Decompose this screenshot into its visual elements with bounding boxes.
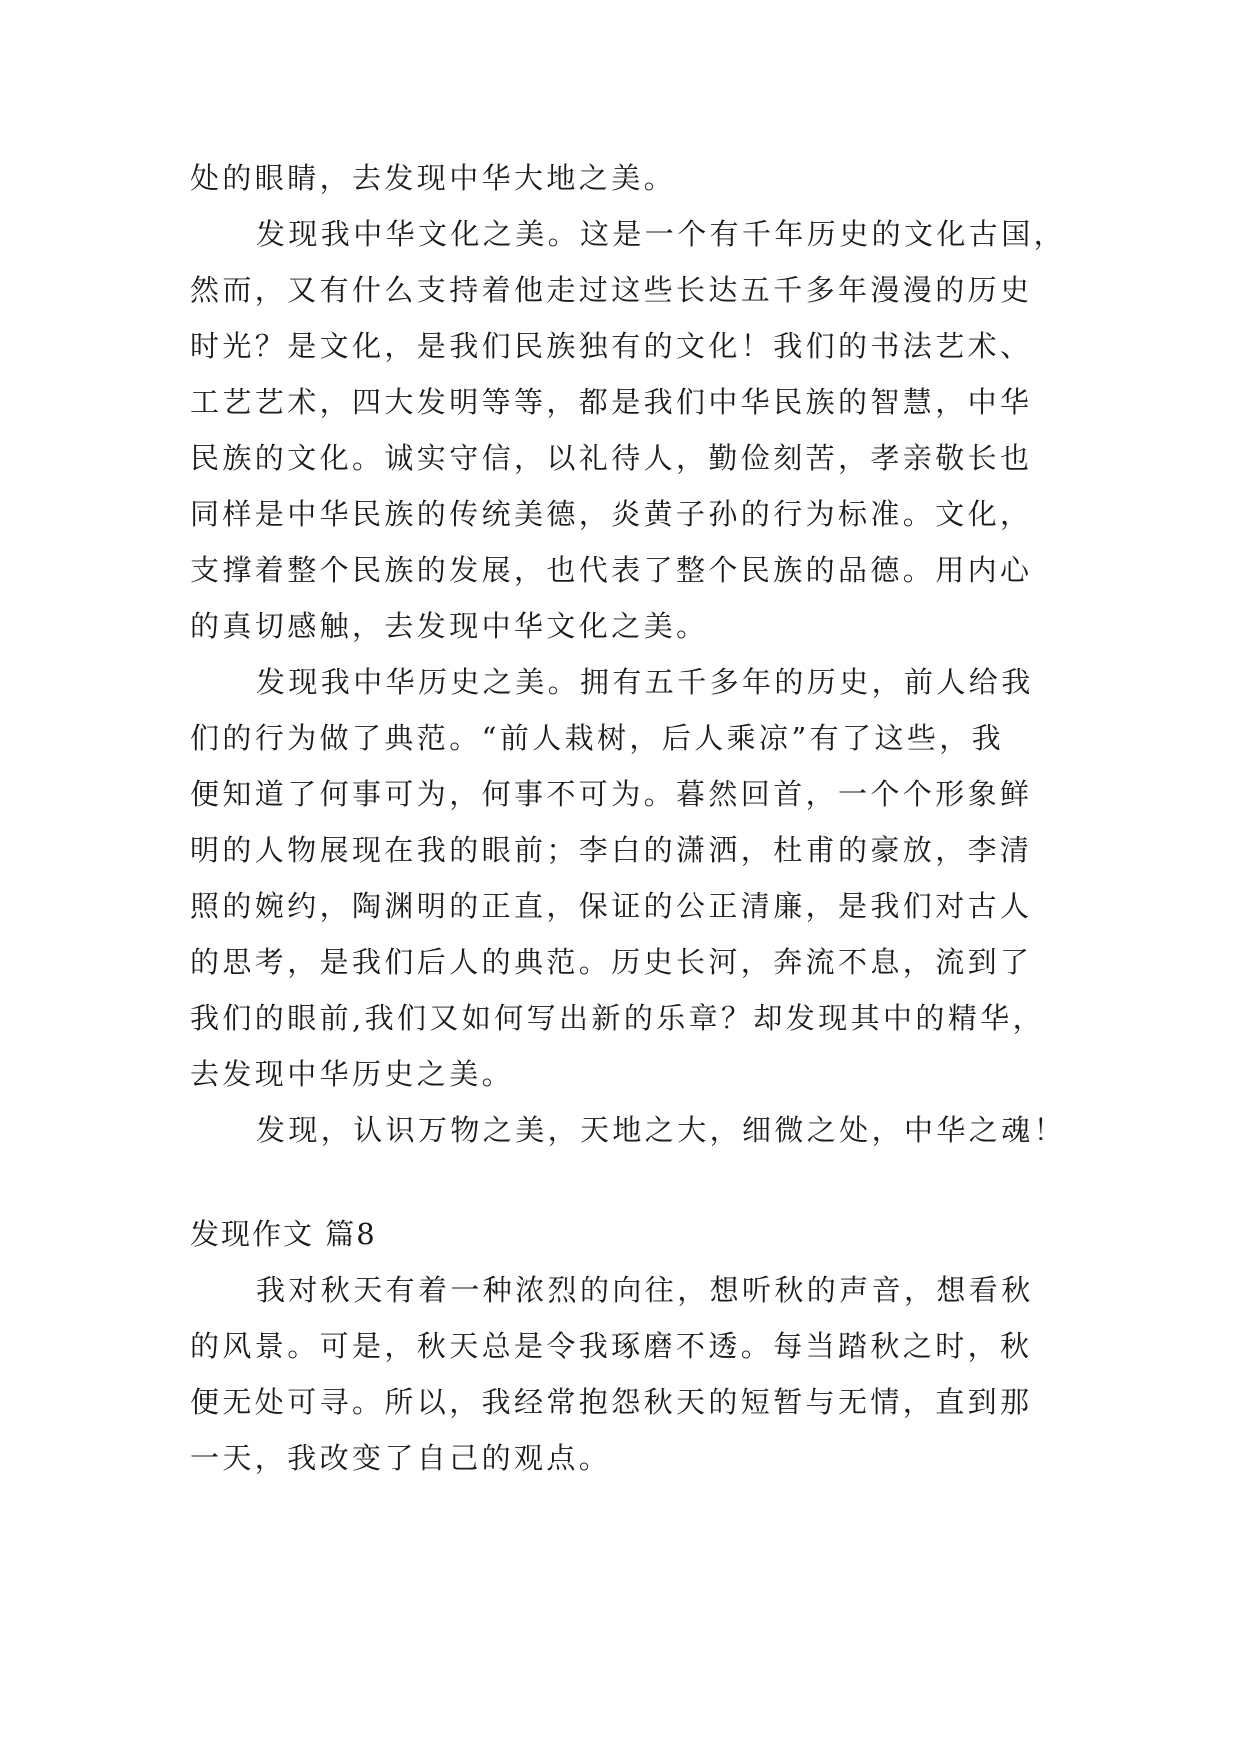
- text-line: 民族的文化。诚实守信，以礼待人，勤俭刻苦，孝亲敬长也: [190, 441, 1033, 475]
- text-line: 便知道了何事可为，何事不可为。暮然回首，一个个形象鲜: [190, 777, 1033, 811]
- text-line: 我们的眼前,我们又如何写出新的乐章？却发现其中的精华，: [190, 1001, 1046, 1035]
- paragraph-conclusion: 发现，认识万物之美，天地之大，细微之处，中华之魂！: [256, 1113, 1067, 1147]
- paragraph-autumn-start: 我对秋天有着一种浓烈的向往，想听秋的声音，想看秋: [256, 1273, 1034, 1307]
- text-line: 同样是中华民族的传统美德，炎黄子孙的行为标准。文化，: [190, 497, 1033, 531]
- essay-body: [190, 150, 1090, 1486]
- text-line: 然而，又有什么支持着他走过这些长达五千多年漫漫的历史: [190, 273, 1033, 307]
- text-line: 便无处可寻。所以，我经常抱怨秋天的短暂与无情，直到那: [190, 1385, 1033, 1419]
- text-line: 明的人物展现在我的眼前；李白的潇洒，杜甫的豪放，李清: [190, 833, 1033, 867]
- text-line: 时光？是文化，是我们民族独有的文化！我们的书法艺术、: [190, 329, 1033, 363]
- section-heading: 发现作文 篇8: [190, 1217, 377, 1251]
- text-line: 的风景。可是，秋天总是令我琢磨不透。每当踏秋之时，秋: [190, 1329, 1033, 1363]
- text-line: 一天，我改变了自己的观点。: [190, 1441, 612, 1475]
- text-line: 处的眼睛，去发现中华大地之美。: [190, 161, 677, 195]
- text-line: 去发现中华历史之美。: [190, 1057, 515, 1091]
- text-line: 们的行为做了典范。“前人栽树，后人乘凉”有了这些，我: [190, 721, 1005, 755]
- text-line: 的真切感触，去发现中华文化之美。: [190, 609, 709, 643]
- text-line: 照的婉约，陶渊明的正直，保证的公正清廉，是我们对古人: [190, 889, 1033, 923]
- text-line: 的思考，是我们后人的典范。历史长河，奔流不息，流到了: [190, 945, 1033, 979]
- paragraph-culture-start: 发现我中华文化之美。这是一个有千年历史的文化古国，: [256, 217, 1067, 251]
- text-line: 支撑着整个民族的发展，也代表了整个民族的品德。用内心: [190, 553, 1033, 587]
- section-gap: [190, 1158, 1090, 1206]
- text-line: 工艺艺术，四大发明等等，都是我们中华民族的智慧，中华: [190, 385, 1033, 419]
- paragraph-history-start: 发现我中华历史之美。拥有五千多年的历史，前人给我: [256, 665, 1034, 699]
